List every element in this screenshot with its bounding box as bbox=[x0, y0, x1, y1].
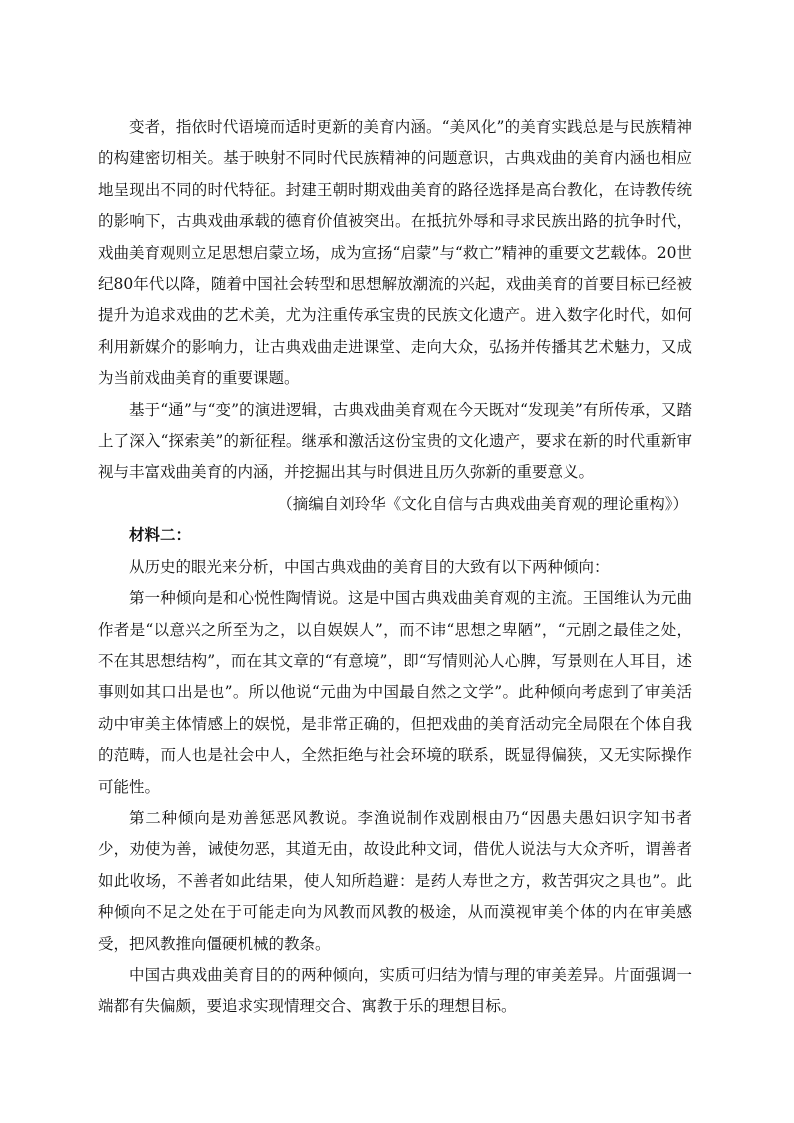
paragraph: 变者，指依时代语境而适时更新的美育内涵。“美风化”的美育实践总是与民族精神的构建密切相关。基于映射不同时代民族精神的问题意识，古典戏曲的美育内涵也相应地呈现出不同的时代特征。封建王朝时期戏曲美育的路径选择是高台教化，在诗教传统的影响下，古典戏曲承载的德育价值被突出。在抵抗外辱和寻求民族出路的抗争时代，戏曲美育观则立足思想启蒙立场，成为宣扬“启蒙”与“救亡”精神的重要文艺载体。20世纪80年代以降，随着中国社会转型和思想解放潮流的兴起，戏曲美育的首要目标已经被提升为追求戏曲的艺术美，尤为注重传承宝贵的民族文化遗产。进入数字化时代，如何利用新媒介的影响力，让古典戏曲走进课堂、走向大众，弘扬并传播其艺术魅力，又成为当前戏曲美育的重要课题。 bbox=[98, 118, 692, 388]
document-page bbox=[98, 112, 692, 1023]
paragraph: 中国古典戏曲美育目的的两种倾向，实质可归结为情与理的审美差异。片面强调一端都有失偏颇，要追求实现情理交合、寓教于乐的理想目标。 bbox=[98, 965, 692, 1016]
paragraph: 第一种倾向是和心悦性陶情说。这是中国古典戏曲美育观的主流。王国维认为元曲作者是“以意兴之所至为之，以自娱娱人”，而不讳“思想之卑陋”，“元剧之最佳之处，不在其思想结构”，而在其文章的“有意境”，即“写情则沁人心脾，写景则在人耳目，述事则如其口出是也”。所以他说“元曲为中国最自然之文学”。此种倾向考虑到了审美活动中审美主体情感上的娱悦，是非常正确的，但把戏曲的美育活动完全局限在个体自我的范畴，而人也是社会中人，全然拒绝与社会环境的联系，既显得偏狭，又无实际操作可能性。 bbox=[98, 589, 692, 796]
section-heading: 材料二： bbox=[129, 526, 192, 545]
paragraph: 从历史的眼光来分析，中国古典戏曲的美育目的大致有以下两种倾向： bbox=[129, 557, 610, 576]
source-citation: （摘编自刘玲华《文化自信与古典戏曲美育观的理论重构》） bbox=[277, 494, 688, 513]
paragraph: 基于“通”与“变”的演进逻辑，古典戏曲美育观在今天既对“发现美”有所传承，又踏上了深入“探索美”的新征程。继承和激活这份宝贵的文化遗产，要求在新的时代重新审视与丰富戏曲美育的内涵，并挖掘出其与时俱进且历久弥新的重要意义。 bbox=[98, 400, 692, 482]
paragraph: 第二种倾向是劝善惩恶风教说。李渔说制作戏剧根由乃“因愚夫愚妇识字知书者少，劝使为善，诫使勿恶，其道无由，故设此种文词，借优人说法与大众齐听，谓善者如此收场，不善者如此结果，使人知所趋避：是药人寿世之方，救苦弭灾之具也”。此种倾向不足之处在于可能走向为风教而风教的极途，从而漠视审美个体的内在审美感受，把风教推向僵硬机械的教条。 bbox=[98, 808, 692, 953]
